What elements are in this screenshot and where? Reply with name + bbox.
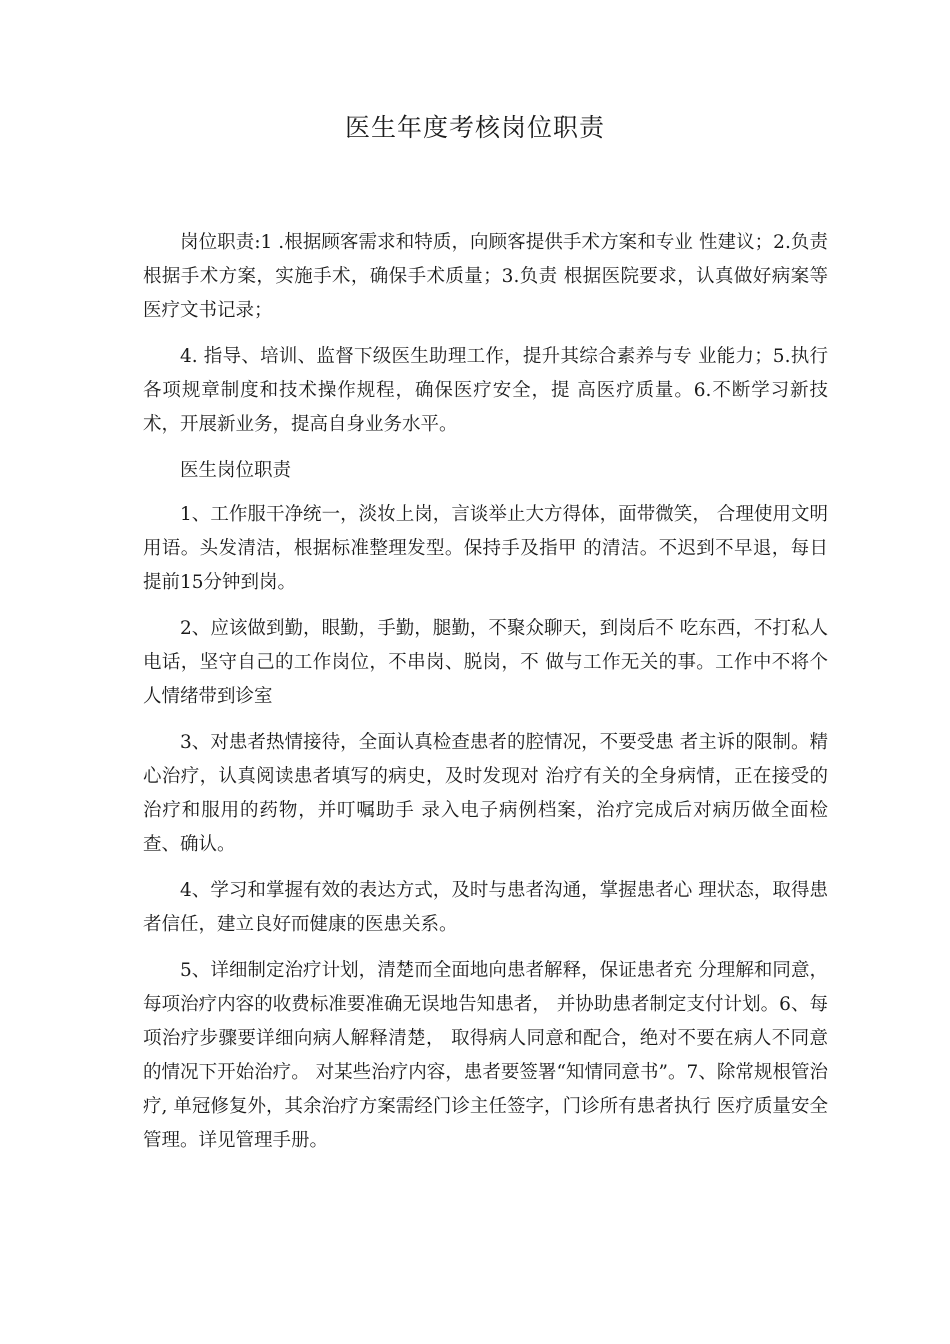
- document-body: [143, 226, 828, 1170]
- paragraph-job-duties-1: 岗位职责:1 .根据顾客需求和特质，向顾客提供手术方案和专业 性建议；2.负责根据手术方案，实施手术，确保手术质量；3.负责 根据医院要求，认真做好病案等医疗文书记录；: [143, 232, 828, 321]
- paragraph-item-1: 1、工作服干净统一，淡妆上岗，言谈举止大方得体，面带微笑， 合理使用文明用语。头发清洁，根据标准整理发型。保持手及指甲 的清洁。不迟到不早退，每日提前15分钟到岗。: [143, 504, 828, 593]
- paragraph-item-5: 5、详细制定治疗计划，清楚而全面地向患者解释，保证患者充 分理解和同意，每项治疗内容的收费标准要准确无误地告知患者， 并协助患者制定支付计划。6、每项治疗步骤要详细向病人解释清楚， 取得病人同意和配合，绝对不要在病人不同意的情况下开始治疗。 对某些治疗内容，患者要签署“知情同意书”。7、除常规根管治疗, 单冠修复外，其余治疗方案需经门诊主任签字，门诊所有患者执行 医疗质量安全管理。详见管理手册。: [143, 960, 828, 1151]
- section-heading: 医生岗位职责: [180, 460, 292, 481]
- paragraph-job-duties-2: 4. 指导、培训、监督下级医生助理工作，提升其综合素养与专 业能力；5.执行各项规章制度和技术操作规程，确保医疗安全，提 高医疗质量。6.不断学习新技术，开展新业务，提高自身业务水平。: [143, 346, 828, 435]
- paragraph-item-2: 2、应该做到勤，眼勤，手勤，腿勤，不聚众聊天，到岗后不 吃东西，不打私人电话，坚守自己的工作岗位，不串岗、脱岗，不 做与工作无关的事。工作中不将个人情绪带到诊室: [143, 618, 828, 707]
- document-title: 医生年度考核岗位职责: [344, 113, 605, 142]
- paragraph-item-4: 4、学习和掌握有效的表达方式，及时与患者沟通，掌握患者心 理状态，取得患者信任，建立良好而健康的医患关系。: [143, 880, 828, 935]
- paragraph-item-3: 3、对患者热情接待，全面认真检查患者的腔情况，不要受患 者主诉的限制。精心治疗，认真阅读患者填写的病史，及时发现对 治疗有关的全身病情，正在接受的治疗和服用的药物，并叮嘱助手 录入电子病例档案，治疗完成后对病历做全面检查、确认。: [143, 732, 828, 855]
